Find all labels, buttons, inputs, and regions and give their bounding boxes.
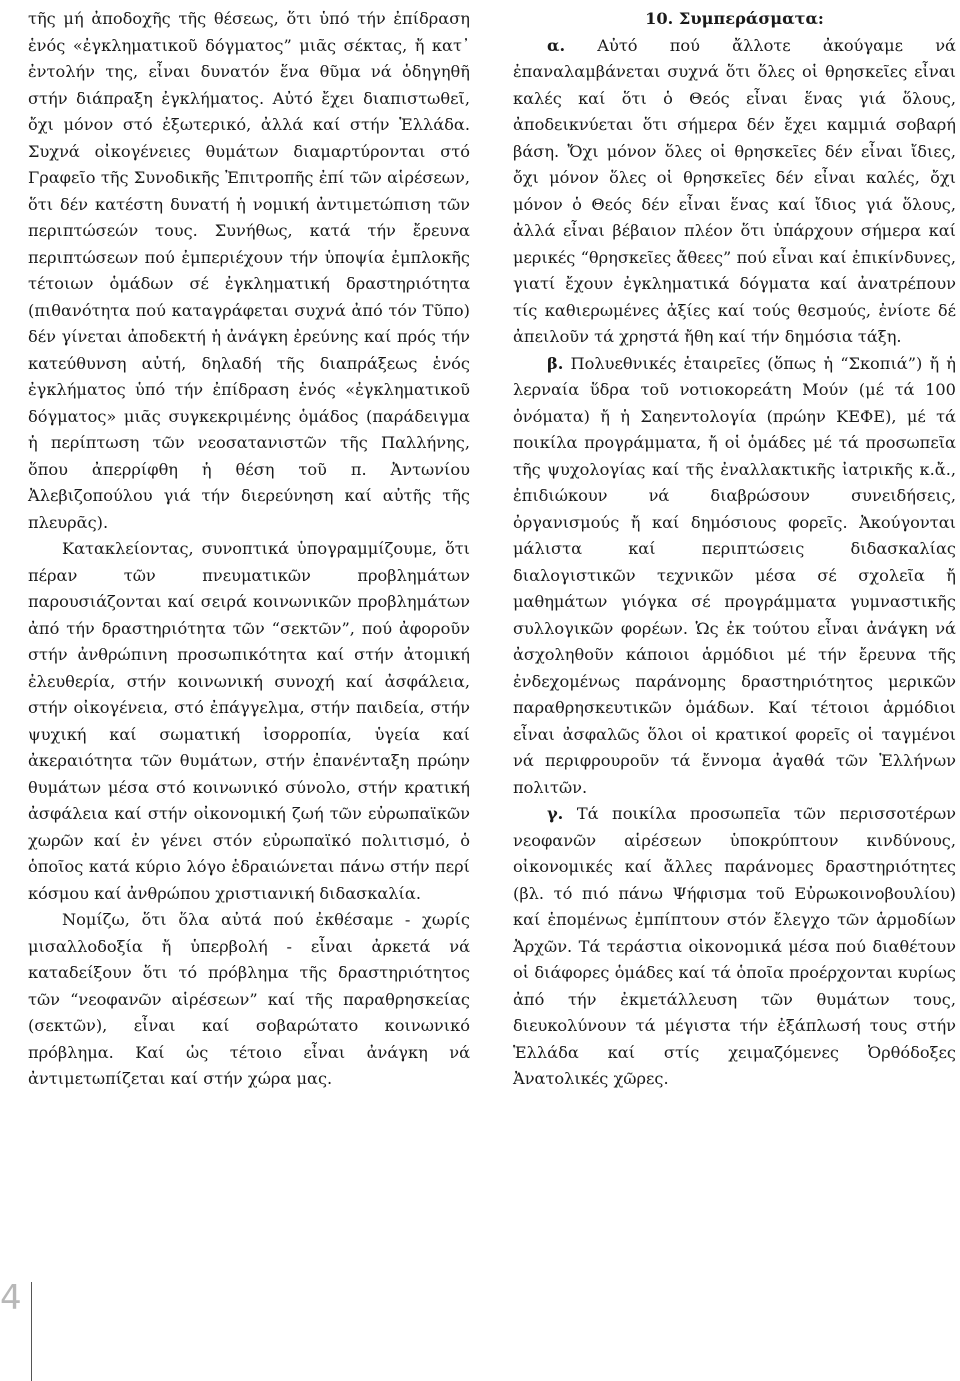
item-label: α. — [547, 35, 566, 55]
paragraph: Νομίζω, ὅτι ὅλα αὐτά πού ἐκθέσαμε - χωρίς μισαλλοδοξία ἤ ὑπερβολή - εἶναι ἀρκετά νά καταδείξουν ὅτι τό πρόβλημα τῆς δραστηριότητος τῶν “νεοφανῶν αἱρέσεων” καί τῆς παραθρησκείας (σεκτῶν), εἶναι καί σοβαρώτατο κοινωνικό πρόβλημα. Καί ὡς τέτοιο εἶναι ἀνάγκη νά ἀντιμετωπίζεται καί στήν χώρα μας. — [28, 910, 470, 1088]
item-text: Τά ποικίλα προσωπεῖα τῶν περισσοτέρων νεοφανῶν αἱρέσεων ὑποκρύπτουν κινδύνους, οἰκονομικές καί ἄλλες παράνομες δραστηριότητες (βλ. τό πιό πάνω Ψήφισμα τοῦ Εὐρωκοινοβουλίου) καί ἑπομένως ἐμπίπτουν στόν ἔλεγχο τῶν ἁρμοδίων Ἀρχῶν. Τά τεράστια οἰκονομικά μέσα πού διαθέτουν οἱ διάφορες ὁμάδες καί τά ὁποῖα προέρχονται κυρίως ἀπό τήν ἐκμετάλλευση τῶν θυμάτων τους, διευκολύνουν τά μέγιστα τήν ἐξάπλωσή τους στήν Ἑλλάδα καί στίς χειμαζόμενες Ὀρθόδοξες Ἀνατολικές χῶρες. — [513, 804, 956, 1088]
conclusion-beta — [513, 351, 956, 802]
item-text: Πολυεθνικές ἑταιρεῖες (ὅπως ἡ “Σκοπιά”) ἤ ἡ λερναία ὕδρα τοῦ νοτιοκορεάτη Μούν (μέ τά 100 ὀνόματα) ἤ ἡ Σαηεντολογία (πρώην ΚΕΦΕ), μέ τά ποικίλα προγράμματα, ἤ οἱ ὁμάδες μέ τά προσωπεῖα τῆς ψυχολογίας καί τῆς ἐναλλακτικῆς ἰατρικῆς κ.ἄ., ἐπιδιώκουν νά διαβρώσουν συνειδήσεις, ὀργανισμούς ἤ καί δημόσιους φορεῖς. Ἀκούγονται μάλιστα καί περιπτώσεις διδασκαλίας διαλογιστικῶν τεχνικῶν μέσα σέ σχολεῖα ἤ μαθημάτων γιόγκα σέ προγράμματα γυμναστικῆς συλλογικῶν φορέων. Ὡς ἐκ τούτου εἶναι ἀνάγκη νά ἀσχοληθοῦν κάποιοι ἁρμόδιοι μέ τήν ἔρευνα τῆς ἐνδεχομένως παράνομης δραστηριότητος μερικῶν παραθρησκευτικῶν ὁμάδων. Καί τέτοιοι ἁρμόδιοι εἶναι ἀσφαλῶς ὅλοι οἱ κρατικοί φορεῖς οἱ ταγμένοι νά περιφρουροῦν τά ἔννομα ἀγαθά τῶν Ἑλλήνων πολιτῶν. — [513, 353, 956, 797]
page-number: 4 — [0, 1278, 22, 1318]
paragraph: Κατακλείοντας, συνοπτικά ὑπογραμμίζουμε, ὅτι πέραν τῶν πνευματικῶν προβλημάτων παρουσιάζονται καί σειρά κοινωνικῶν προβλημάτων ἀπό τήν δραστηριότητα τῶν “σεκτῶν”, πού ἀφοροῦν στήν ἀνθρώπινη προσωπικότητα καί στήν ἀτομική ἐλευθερία, στήν κοινωνική συνοχή καί ἀσφάλεια, στήν οἰκογένεια, στό ἐπάγγελμα, στήν παιδεία, στήν ψυχική καί σωματική ἰσορροπία, ὑγεία καί ἀκεραιότητα τῶν θυμάτων, στήν ἐπανένταξη πρώην θυμάτων μέσα στό κοινωνικό σύνολο, στήν κρατική ἀσφάλεια καί στήν οἰκονομική ζωή τῶν εὐρωπαϊκῶν χωρῶν καί ἐν γένει στόν εὐρωπαϊκό πολιτισμό, ὁ ὁποῖος κατά κύριο λόγο ἑδραιώνεται πάνω στήν περί κόσμου καί ἀνθρώπου χριστιανική διδασκαλία. — [28, 539, 470, 903]
page-number-rule — [31, 1282, 32, 1381]
item-label: γ. — [547, 804, 564, 823]
item-text: Αὐτό πού ἄλλοτε ἀκούγαμε νά ἐπαναλαμβάνεται συχνά ὅτι ὅλες οἱ θρησκεῖες εἶναι καλές καί ὅτι ὁ Θεός εἶναι ἕνας γιά ὅλους, ἀποδεικνύεται ὅτι σήμερα δέν ἔχει καμμιά σοβαρή βάση. Ὄχι μόνον ὅλες οἱ θρησκεῖες δέν εἶναι ἴδιες, ὄχι μόνον ὅλες οἱ θρησκεῖες δέν εἶναι καλές, ὄχι μόνον ὁ Θεός δέν εἶναι ἕνας καί ἴδιος γιά ὅλους, ἀλλά εἶναι βέβαιον πλέον ὅτι ὑπάρχουν σήμερα καί μερικές “θρησκεῖες ἄθεες” πού εἶναι καί ἐπικίνδυνες, γιατί ἔχουν ἐγκληματικά δόγματα καί ἀνατρέπουν τίς καθιερωμένες ἀξίες καί τούς θεσμούς, ἐνίοτε δέ ἀπειλοῦν τά χρηστά ἤθη καί τήν δημόσια τάξη. — [513, 35, 956, 346]
section-heading: 10. Συμπεράσματα: — [645, 9, 824, 28]
paragraph: τῆς μή ἀποδοχῆς τῆς θέσεως, ὅτι ὑπό τήν ἐπίδραση ἑνός «ἐγκληματικοῦ δόγματος” μιᾶς σέκτας, ἤ κατ᾽ ἐντολήν της, εἶναι δυνατόν ἕνα θῦμα νά ὁδηγηθῆ στήν διάπραξη ἐγκλήματος. Αὐτό ἔχει διαπιστωθεῖ, ὄχι μόνον στό ἐξωτερικό, ἀλλά καί στήν Ἑλλάδα. Συχνά οἰκογένειες θυμάτων διαμαρτύρονται στό Γραφεῖο τῆς Συνοδικῆς Ἐπιτροπῆς ἐπί τῶν αἱρέσεων, ὅτι δέν κατέστη δυνατή ἡ νομική ἀντιμετώπιση τῶν περιπτώσεών τους. Συνήθως, κατά τήν ἔρευνα περιπτώσεων πού ἐμπεριέχουν τήν ὑποψία ἐμπλοκῆς τέτοιων ὁμάδων σέ ἐγκληματική δραστηριότητα (πιθανότητα πού καταγράφεται συχνά ἀπό τόν Τῦπο) δέν γίνεται ἀποδεκτή ἡ ἀνάγκη ἐρεύνης καί πρός τήν κατεύθυνση αὐτή, δηλαδή τῆς διαπράξεως ἑνός ἐγκλήματος ὑπό τήν ἐπίδραση ἑνός «ἐγκληματικοῦ δόγματος» μιᾶς συγκεκριμένης ὁμάδος (παράδειγμα ἡ περίπτωση τῶν νεοσατανιστῶν τῆς Παλλήνης, ὅπου ἀπερρίφθη ἡ θέση τοῦ π. Ἀντωνίου Ἀλεβιζοπούλου γιά τήν διερεύνηση καί αὐτῆς τῆς πλευρᾶς). — [28, 9, 470, 532]
conclusion-gamma — [513, 801, 956, 1093]
item-label: β. — [547, 353, 564, 373]
right-column — [513, 6, 956, 1093]
conclusion-alpha — [513, 33, 956, 351]
left-column — [28, 6, 470, 1093]
